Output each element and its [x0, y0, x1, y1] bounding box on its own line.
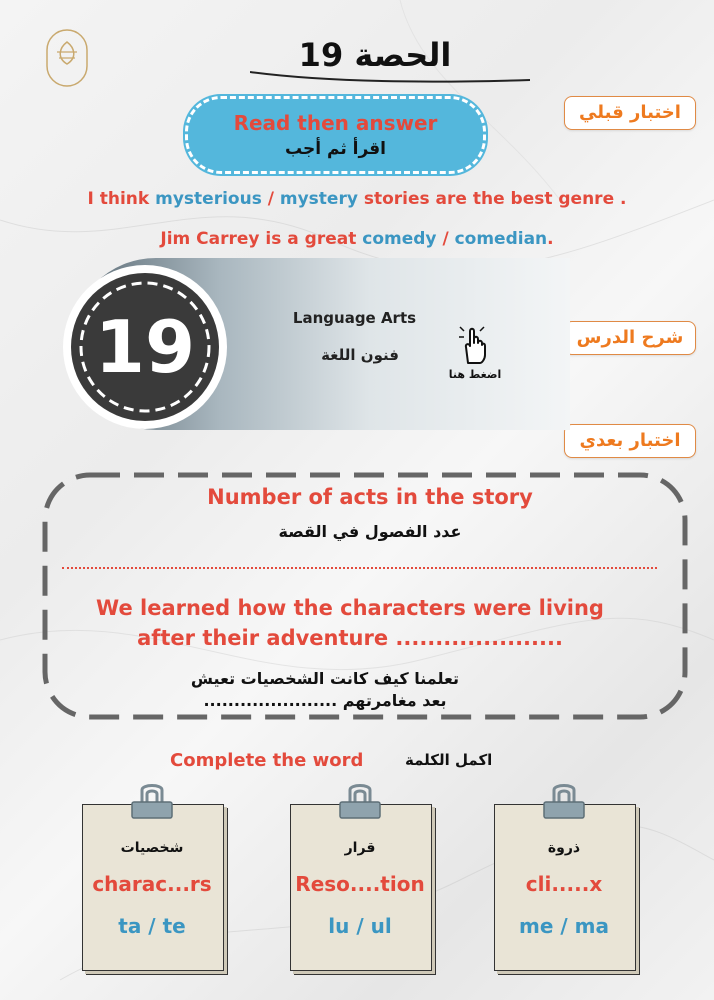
- card-word-ar: ذروة: [547, 840, 581, 856]
- card-options[interactable]: lu / ul: [328, 914, 392, 938]
- title-underline: [250, 58, 530, 88]
- divider-dotted: [62, 567, 657, 569]
- lesson-number: 19: [94, 305, 196, 389]
- read-instruction-en: Read then answer: [233, 111, 438, 135]
- card-word-ar: قرار: [344, 840, 376, 856]
- card-options[interactable]: me / ma: [519, 914, 609, 938]
- lesson-explanation-button[interactable]: شرح الدرس: [564, 321, 696, 355]
- question-1-en: Number of acts in the story: [207, 485, 533, 509]
- lesson-title: الحصة 19: [298, 36, 452, 74]
- lesson-name-en: Language Arts: [292, 309, 417, 327]
- question-2-en-line2: after their adventure .....................: [137, 626, 563, 650]
- card-options[interactable]: ta / te: [118, 914, 186, 938]
- word-card[interactable]: [82, 790, 232, 980]
- card-incomplete-word: charac...rs: [92, 872, 212, 896]
- lesson-number-badge: [60, 262, 230, 432]
- read-instruction-ar: اقرأ ثم أجب: [285, 139, 386, 159]
- post-test-button[interactable]: اختبار بعدي: [564, 424, 696, 458]
- answer-option[interactable]: comedy: [362, 229, 437, 249]
- answer-option[interactable]: comedian: [454, 229, 548, 249]
- question-sentence-1: [0, 189, 714, 209]
- complete-word-title-en: Complete the word: [170, 750, 364, 771]
- word-card[interactable]: [494, 790, 644, 980]
- question-2-en: [60, 593, 640, 653]
- lesson-name-ar: فنون اللغة: [321, 346, 399, 364]
- option-separator: /: [261, 189, 280, 209]
- card-incomplete-word: Reso....tion: [295, 872, 425, 896]
- answer-option[interactable]: mystery: [279, 189, 358, 209]
- sentence-text: I think: [87, 189, 156, 209]
- complete-word-title-ar: اكمل الكلمة: [405, 751, 493, 769]
- question-2-ar-line1: تعلمنا كيف كانت الشخصيات تعيش: [190, 669, 460, 688]
- option-separator: /: [436, 229, 455, 249]
- answer-option[interactable]: mysterious: [155, 189, 262, 209]
- pre-test-button[interactable]: اختبار قبلي: [564, 96, 696, 130]
- binder-clip-icon: [539, 782, 589, 822]
- question-2-ar-line2: بعد مغامرتهم ......................: [203, 691, 447, 710]
- binder-clip-icon: [335, 782, 385, 822]
- pointer-hand-icon[interactable]: [458, 325, 488, 365]
- click-here-label: اضغط هنا: [448, 368, 502, 381]
- question-2-en-line1: We learned how the characters were living: [96, 596, 604, 620]
- word-card[interactable]: [290, 790, 440, 980]
- binder-clip-icon: [127, 782, 177, 822]
- card-word-ar: شخصيات: [120, 840, 184, 856]
- question-sentence-2: [0, 229, 714, 249]
- brand-logo: [45, 28, 89, 90]
- sentence-text: stories are the best genre .: [357, 189, 627, 209]
- question-2-ar: [160, 668, 490, 712]
- card-incomplete-word: cli.....x: [525, 872, 603, 896]
- read-instruction-pill: [185, 96, 486, 174]
- question-1-ar: عدد الفصول في القصة: [278, 522, 462, 541]
- sentence-text: .: [547, 229, 554, 249]
- sentence-text: Jim Carrey is a great: [160, 229, 363, 249]
